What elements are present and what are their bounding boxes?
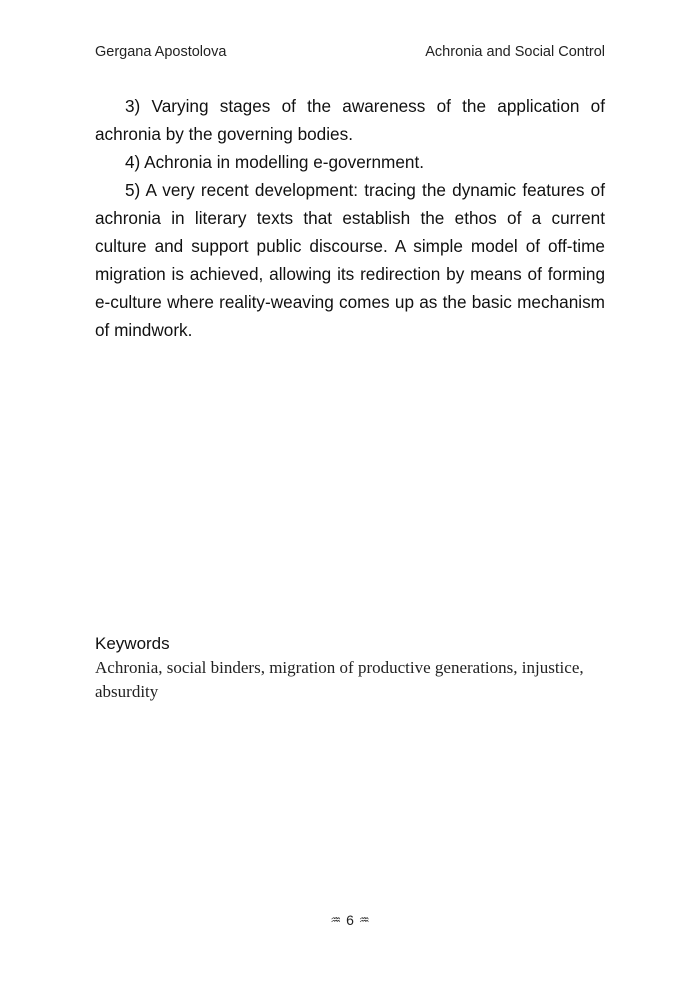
header-author: Gergana Apostolova <box>95 44 227 60</box>
body-text <box>95 92 605 344</box>
list-item-4: 4) Achronia in modelling e-government. <box>125 152 425 172</box>
keywords-section <box>95 632 605 704</box>
keywords-heading: Keywords <box>95 634 170 653</box>
ornament-right-icon: ♒ <box>358 913 370 927</box>
header-title: Achronia and Social Control <box>425 44 605 60</box>
page-number: 6 <box>346 912 354 928</box>
page-footer <box>0 912 700 928</box>
list-item-3: 3) Varying stages of the awareness of the application of achronia by the governing bodies. <box>95 96 605 144</box>
list-item-5: 5) A very recent development: tracing the dynamic features of achronia in literary texts that establish the ethos of a current culture and support public discourse. A simple model of off-time migration is achieved, allowing its redirection by means of forming e-culture where reality-weaving comes up as the basic mechanism of mindwork. <box>95 180 605 340</box>
keywords-list: Achronia, social binders, migration of productive generations, injustice, absurdity <box>95 658 584 701</box>
ornament-left-icon: ♒ <box>330 913 342 927</box>
running-header <box>95 44 605 68</box>
